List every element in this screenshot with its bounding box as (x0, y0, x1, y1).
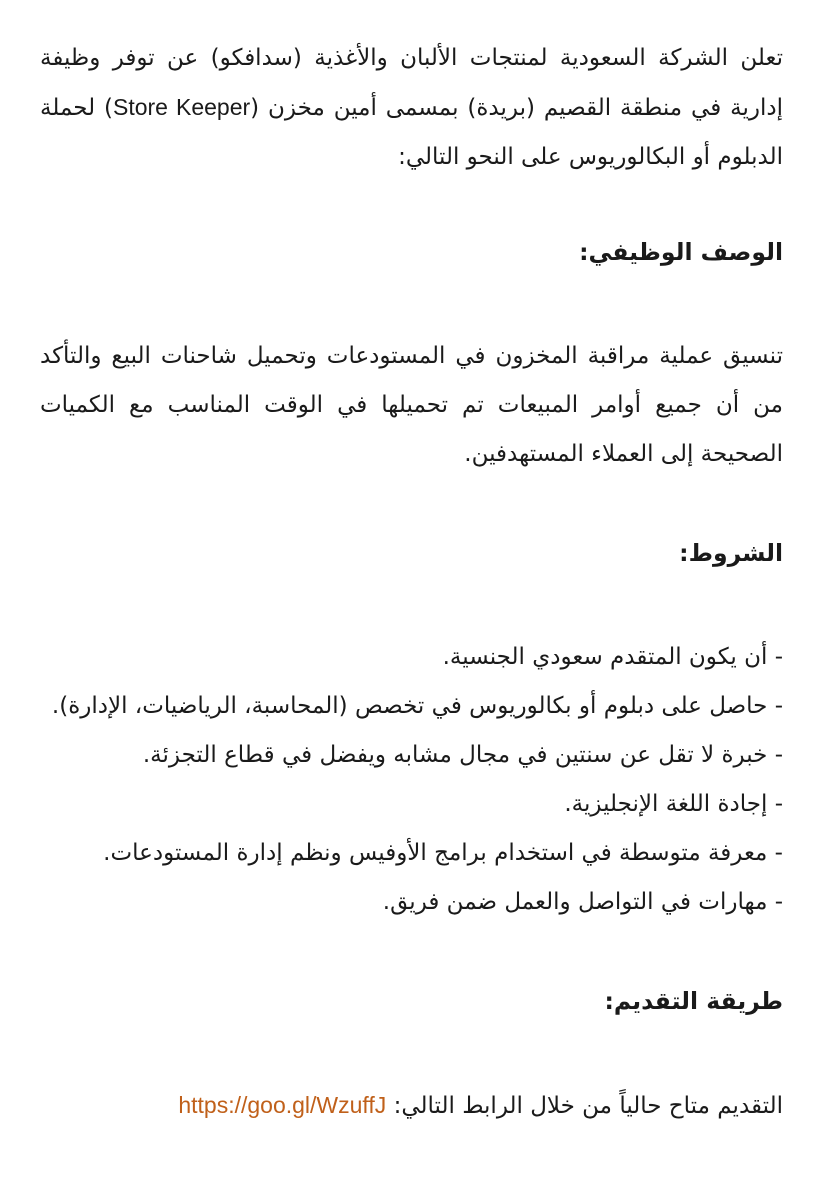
intro-text-end: ) لحملة الدبلوم أو البكالوريوس على النحو التالي: (40, 95, 783, 170)
requirement-item: - مهارات في التواصل والعمل ضمن فريق. (382, 889, 783, 915)
requirements-list (40, 633, 783, 927)
requirement-item: - خبرة لا تقل عن سنتين في مجال مشابه ويفضل في قطاع التجزئة. (142, 742, 783, 768)
apply-line (40, 1081, 783, 1131)
requirement-item: - حاصل على دبلوم أو بكالوريوس في تخصص (المحاسبة، الرياضيات، الإدارة). (51, 693, 783, 719)
requirement-item: - معرفة متوسطة في استخدام برامج الأوفيس ونظم إدارة المستودعات. (103, 840, 783, 866)
job-description-heading: الوصف الوظيفي: (579, 238, 783, 266)
apply-text: التقديم متاح حالياً من خلال الرابط التالي: (386, 1093, 783, 1119)
intro-text-start: تعلن الشركة السعودية لمنتجات الألبان والأغذية (سدافكو) عن توفر وظيفة إدارية في منطقة القصيم (بريدة) بمسمى أمين مخزن ( (40, 45, 783, 121)
intro-paragraph (40, 34, 783, 182)
apply-heading: طريقة التقديم: (604, 987, 783, 1015)
requirement-item: - إجادة اللغة الإنجليزية. (564, 791, 783, 817)
requirements-heading: الشروط: (679, 539, 783, 567)
job-description-text: تنسيق عملية مراقبة المخزون في المستودعات وتحميل شاحنات البيع والتأكد من أن جميع أوامر المبيعات تم تحميلها في الوقت المناسب مع الكميات الصحيحة إلى العملاء المستهدفين. (40, 343, 783, 467)
job-title-english: Store Keeper (113, 94, 251, 120)
apply-link[interactable]: https://goo.gl/WzuffJ (178, 1092, 387, 1118)
requirement-item: - أن يكون المتقدم سعودي الجنسية. (442, 644, 783, 670)
